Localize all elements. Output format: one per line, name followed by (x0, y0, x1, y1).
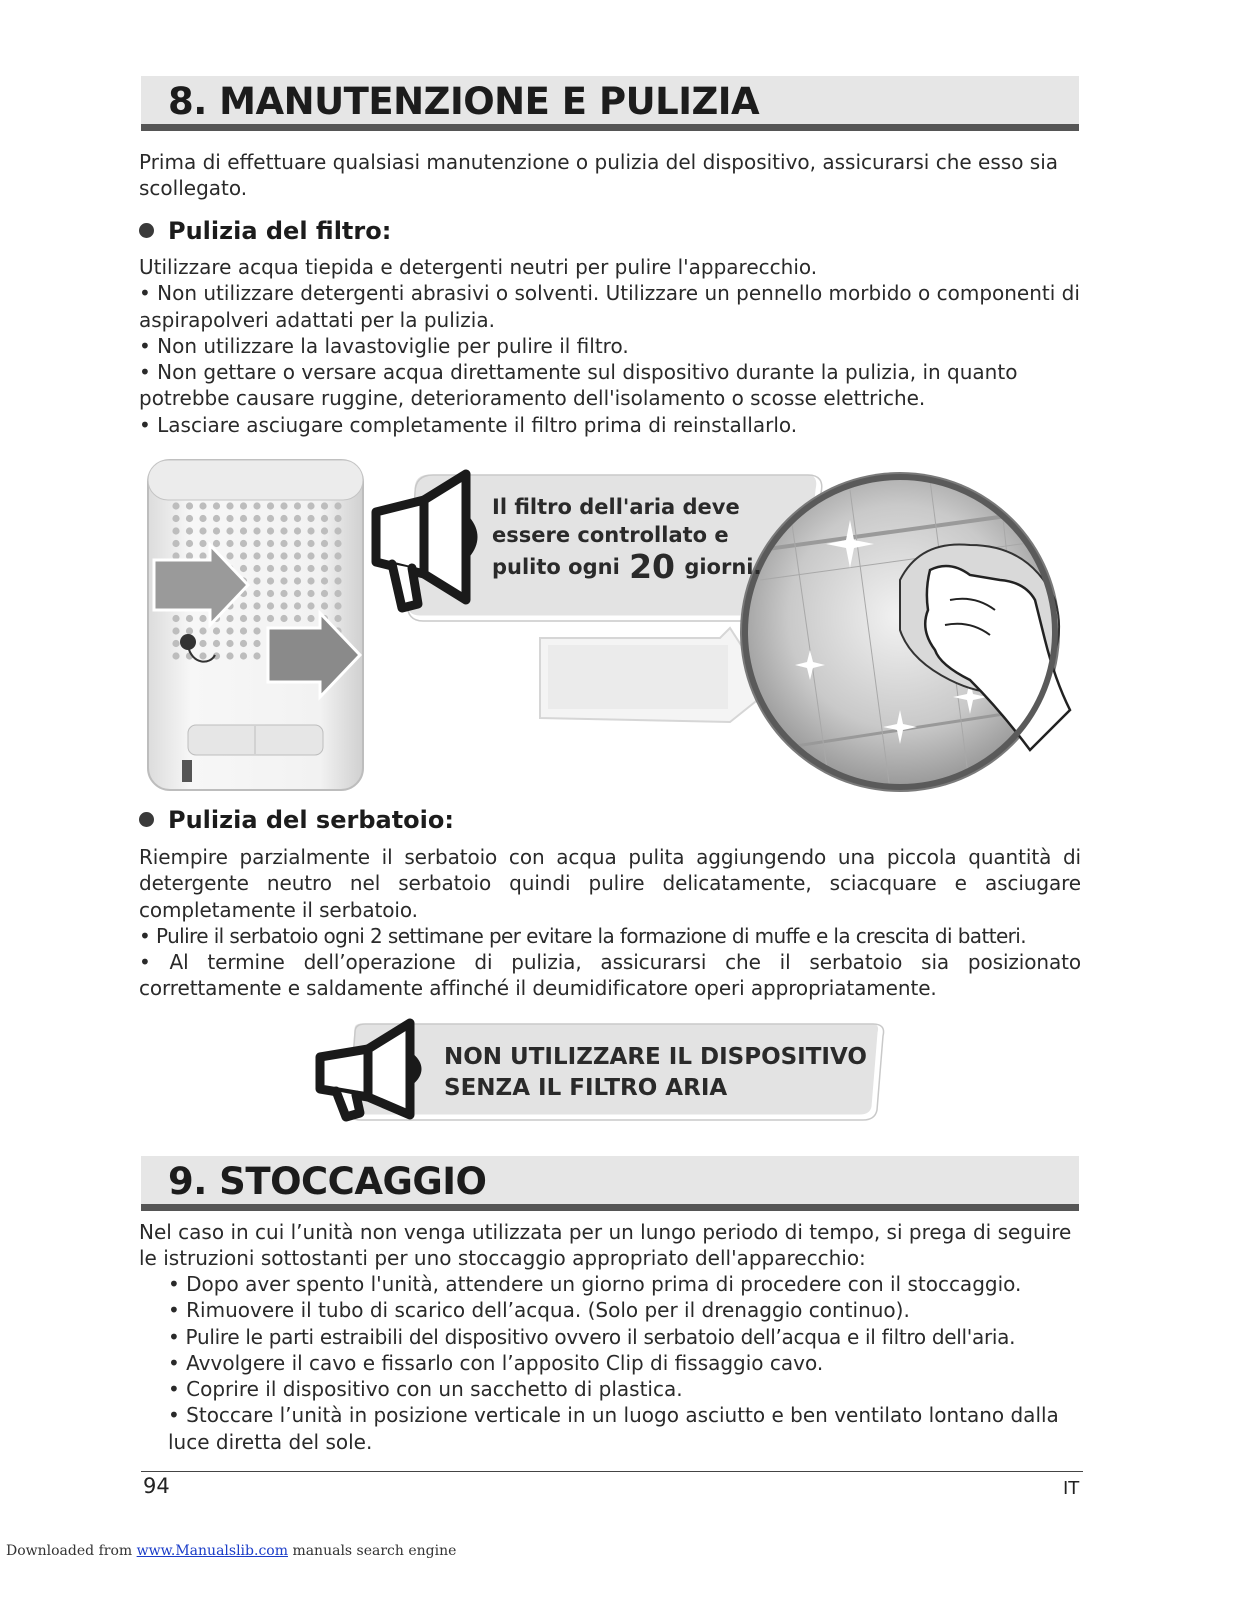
storage-list (168, 1271, 1080, 1455)
page-number: 94 (143, 1474, 170, 1498)
filter-line: • Non gettare o versare acqua direttamente sul dispositivo durante la pulizia, in quanto potrebbe causare ruggine, deterioramento dell'isolamento o scosse elettriche. (139, 360, 1018, 411)
bullet-icon (139, 223, 154, 238)
list-item: • Rimuovere il tubo di scarico dell’acqua. (Solo per il drenaggio continuo). (168, 1298, 910, 1323)
tank-instructions (139, 844, 1081, 1002)
list-item: • Stoccare l’unità in posizione verticale in un luogo asciutto e ben ventilato lontano dalla luce diretta del sole. (168, 1403, 1059, 1454)
filter-heading: Pulizia del filtro: (139, 217, 391, 245)
filter-line: Utilizzare acqua tiepida e detergenti neutri per pulire l'apparecchio. (139, 255, 818, 279)
download-note: Downloaded from www.Manualslib.com manuals search engine (6, 1543, 457, 1559)
section-9-intro: Nel caso in cui l’unità non venga utilizzata per un lungo periodo di tempo, si prega di seguire le istruzioni sottostanti per uno stoccaggio appropriato dell'apparecchio: (139, 1220, 1072, 1271)
filter-instructions (139, 254, 1081, 438)
interval-number: 20 (629, 547, 676, 586)
dehumidifier-image (148, 460, 363, 790)
tank-line: • Pulire il serbatoio ogni 2 settimane per evitare la formazione di muffe e la crescita di batteri. (139, 923, 1026, 948)
list-item: • Avvolgere il cavo e fissarlo con l’apposito Clip di fissaggio cavo. (168, 1350, 824, 1375)
footer-divider (141, 1471, 1083, 1472)
list-item: • Coprire il dispositivo con un sacchetto di plastica. (168, 1377, 683, 1402)
section-8-intro: Prima di effettuare qualsiasi manutenzione o pulizia del dispositivo, assicurarsi che esso sia scollegato. (139, 150, 1059, 201)
warning-text: NON UTILIZZARE IL DISPOSITIVO SENZA IL FILTRO ARIA (444, 1044, 867, 1101)
tank-line: Riempire parzialmente il serbatoio con acqua pulita aggiungendo una piccola quantità di detergente neutro nel serbatoio quindi pulire delicatamente, sciacquare e asciugare completamente il serbatoio. (139, 845, 1081, 922)
section-9-header (141, 1156, 1079, 1211)
list-item: • Pulire le parti estraibili del dispositivo ovvero il serbatoio dell’acqua e il filtro dell'aria. (168, 1324, 1016, 1349)
language-code: IT (1063, 1478, 1080, 1499)
filter-callout-text: Il filtro dell'aria deve essere controllato e pulito ogni 20 giorni. (492, 495, 762, 586)
filter-magnified-image (740, 472, 1070, 792)
list-item: • Dopo aver spento l'unità, attendere un giorno prima di procedere con il stoccaggio. (168, 1272, 1022, 1296)
bullet-icon (139, 812, 154, 827)
section-8-header (141, 76, 1079, 131)
filter-line: • Lasciare asciugare completamente il filtro prima di reinstallarlo. (139, 412, 798, 437)
filter-line: • Non utilizzare la lavastoviglie per pulire il filtro. (139, 333, 629, 358)
tank-heading: Pulizia del serbatoio: (139, 806, 454, 834)
manualslib-link[interactable]: www.Manualslib.com (136, 1543, 288, 1559)
section-9-title: 9. STOCCAGGIO (168, 1160, 487, 1203)
tank-line: • Al termine dell’operazione di pulizia, assicurarsi che il serbatoio sia posizionato correttamente e saldamente affinché il deumidificatore operi appropriatamente. (139, 950, 1081, 1001)
section-8-title: 8. MANUTENZIONE E PULIZIA (168, 80, 760, 123)
filter-line: • Non utilizzare detergenti abrasivi o solventi. Utilizzare un pennello morbido o componenti di aspirapolveri adattati per la pulizia. (139, 281, 1080, 332)
